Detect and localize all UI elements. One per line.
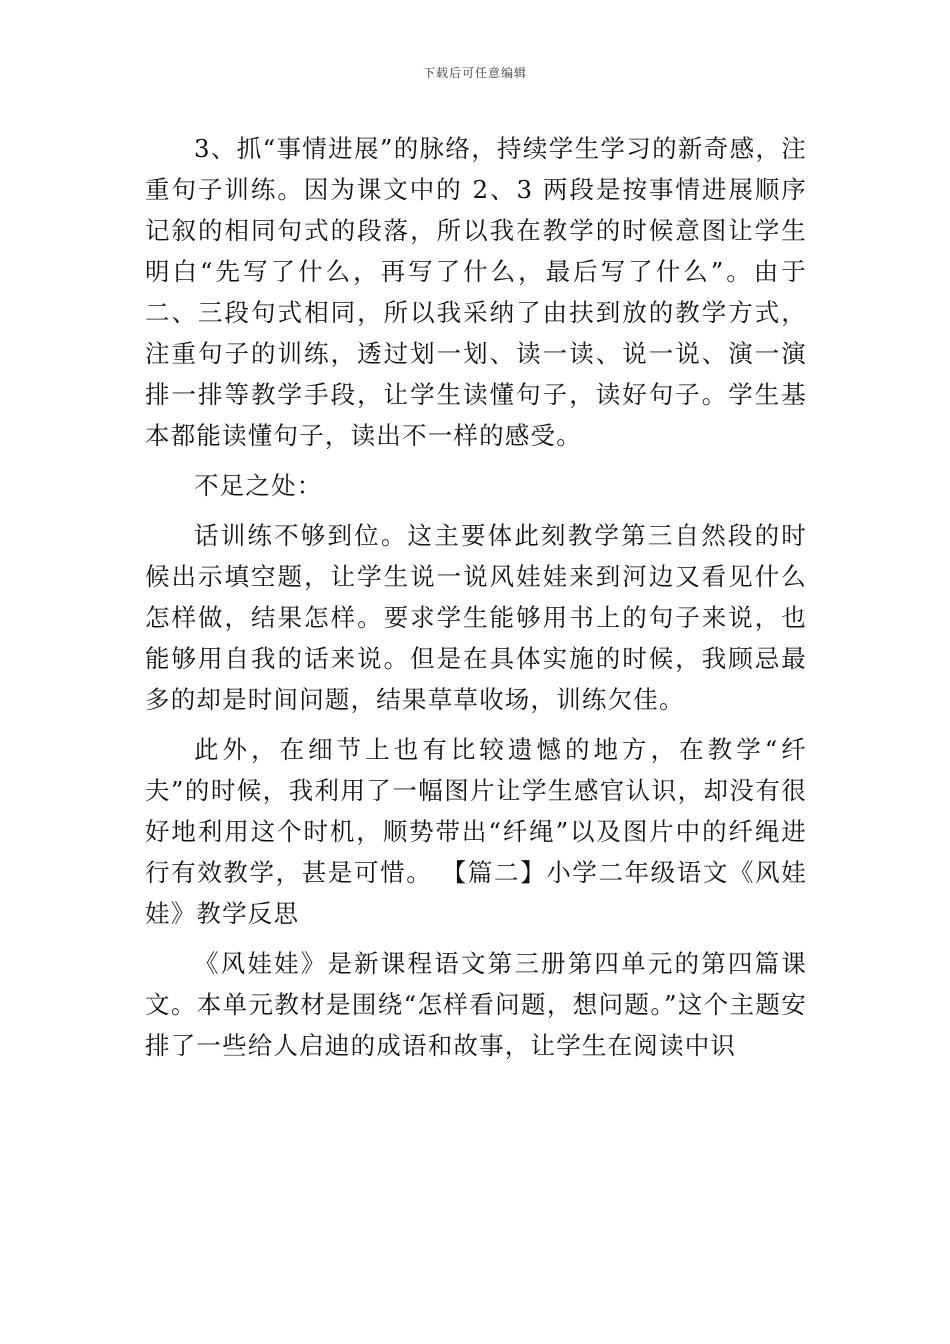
paragraph-5: 《风娃娃》是新课程语文第三册第四单元的第四篇课文。本单元教材是围绕“怎样看问题，想问题。”这个主题安排了一些给人启迪的成语和故事，让学生在阅读中识 bbox=[145, 949, 807, 1060]
paragraph-3: 话训练不够到位。这主要体此刻教学第三自然段的时候出示填空题，让学生说一说风娃娃来到河边又看见什么怎样做，结果怎样。要求学生能够用书上的句子来说，也能够用自我的话来说。但是在具体实施的时候，我顾忌最多的却是时间问题，结果草草收场，训练欠佳。 bbox=[145, 521, 807, 714]
paragraph-2: 不足之处： bbox=[194, 471, 323, 500]
page-header: 下载后可任意编辑 bbox=[422, 66, 527, 80]
paragraph-1: 3、抓“事情进展”的脉络，持续学生学习的新奇感，注重句子训练。因为课文中的 2、3 两段是按事情进展顺序记叙的相同句式的段落，所以我在教学的时候意图让学生明白“先写了什么，再写了什么，最后写了什么”。由于二、三段句式相同，所以我采纳了由扶到放的教学方式，注重句子的训练，透过划一划、读一读、说一说、演一演排一排等教学手段，让学生读懂句子，读好句子。学生基本都能读懂句子，读出不一样的感受。 bbox=[145, 134, 807, 450]
document-body bbox=[145, 128, 807, 1066]
paragraph-4: 此外，在细节上也有比较遗憾的地方，在教学“纤夫”的时候，我利用了一幅图片让学生感官认识，却没有很好地利用这个时机，顺势带出“纤绳”以及图片中的纤绳进行有效教学，甚是可惜。 【篇二】小学二年级语文《风娃娃》教学反思 bbox=[145, 735, 807, 928]
